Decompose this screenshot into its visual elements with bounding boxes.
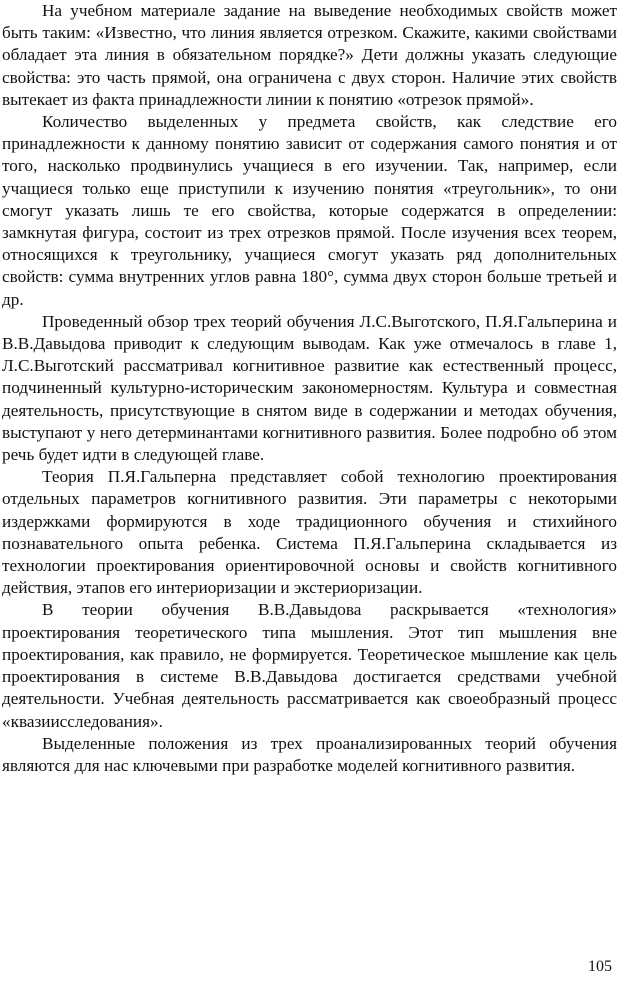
body-text (2, 0, 617, 777)
page-number: 105 (588, 958, 612, 975)
paragraph-6: Выделенные положения из трех проанализированных теорий обучения являются для нас ключевыми при разработке моделей когнитивного развития. (2, 733, 617, 775)
paragraph-4: Теория П.Я.Гальперна представляет собой технологию проектирования отдельных параметров когнитивного развития. Эти параметры с некоторыми издержками формируются в ходе традиционного обучения и стихийного познавательного опыта ребенка. Система П.Я.Гальперина складывается из технологии проектирования ориентировочной основы и свойств когнитивного действия, этапов его интериоризации и экстериоризации. (2, 467, 617, 598)
paragraph-1: На учебном материале задание на выведение необходимых свойств может быть таким: «Известно, что линия является отрезком. Скажите, какими свойствами обладает эта линия в обязательном порядке?» Дети должны указать следующие свойства: это часть прямой, она ограничена с двух сторон. Наличие этих свойств вытекает из факта принадлежности линии к понятию «отрезок прямой». (2, 1, 617, 109)
paragraph-3: Проведенный обзор трех теорий обучения Л.С.Выготского, П.Я.Гальперина и В.В.Давыдова приводит к следующим выводам. Как уже отмечалось в главе 1, Л.С.Выготский рассматривал когнитивное развитие как естественный процесс, подчиненный культурно-историческим закономерностям. Культура и совместная деятельность, присутствующие в снятом виде в содержании и методах обучения, выступают у него детерминантами когнитивного развития. Более подробно об этом речь будет идти в следующей главе. (2, 311, 617, 465)
paragraph-5: В теории обучения В.В.Давыдова раскрывается «технология» проектирования теоретического типа мышления. Этот тип мышления вне проектирования, как правило, не формируется. Теоретическое мышление как цель проектирования в системе В.В.Давыдова достигается средствами учебной деятельности. Учебная деятельность рассматривается как своеобразный процесс «квазиисследования». (2, 600, 617, 731)
paragraph-2: Количество выделенных у предмета свойств, как следствие его принадлежности к данному понятию зависит от содержания самого понятия и от того, насколько продвинулись учащиеся в его изучении. Так, например, если учащиеся только еще приступили к изучению понятия «треугольник», то они смогут указать лишь те его свойства, которые содержатся в определении: замкнутая фигура, состоит из трех отрезков прямой. После изучения всех теорем, относящихся к треугольнику, учащиеся смогут указать ряд дополнительных свойств: сумма внутренних углов равна 180°, сумма двух сторон больше третьей и др. (2, 112, 617, 309)
